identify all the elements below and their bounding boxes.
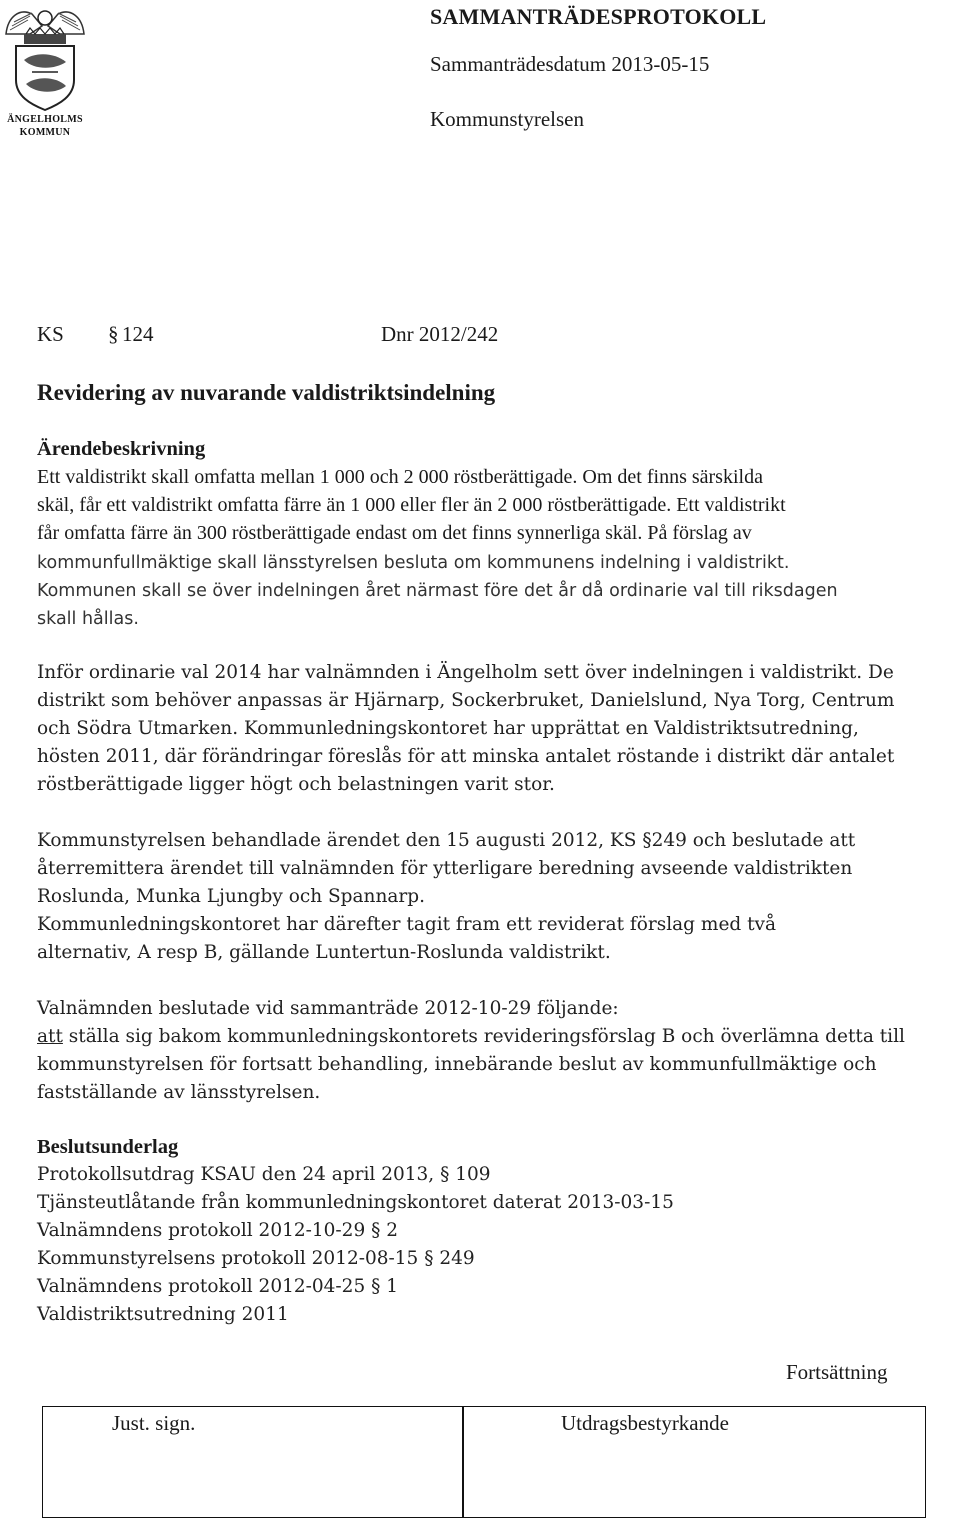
list-item-text: Kommunstyrelsens protokoll 2012-08-15 <box>37 1248 419 1269</box>
paragraph-line: återremittera ärendet till valnämnden för ytterligare beredning avseende valdistrikten <box>37 858 853 879</box>
list-item <box>37 1220 398 1241</box>
logo-name: ÄNGELHOLMS <box>7 114 83 125</box>
text-fragment: 249 och beslutade att <box>651 830 856 851</box>
paragraph-symbol: § <box>371 1276 381 1297</box>
paragraph-line: Inför ordinarie val 2014 har valnämnden i Ängelholm sett över indelningen i valdistrikt. De <box>37 662 894 683</box>
paragraph-line: kommunfullmäktige skall länsstyrelsen besluta om kommunens indelning i valdistrikt. <box>37 553 790 573</box>
paragraph-line: kommunstyrelsen för fortsatt behandling, innebärande beslut av kommunfullmäktige och <box>37 1054 877 1075</box>
angel-emblem-icon <box>2 4 88 112</box>
paragraph-line: skäl, får ett valdistrikt omfatta färre än 1 000 eller fler än 2 000 röstberättigade. Ett valdistrikt <box>37 494 786 516</box>
list-item <box>37 1248 475 1269</box>
list-item-text: Protokollsutdrag KSAU den 24 april 2013, <box>37 1164 435 1185</box>
paragraph-line <box>37 830 855 851</box>
protocol-title: SAMMANTRÄDESPROTOKOLL <box>430 4 767 29</box>
list-item-text: Tjänsteutlåtande från kommunledningskontoret daterat 2013-03-15 <box>37 1192 674 1213</box>
paragraph-symbol: § <box>440 1164 450 1185</box>
paragraph-line: fastställande av länsstyrelsen. <box>37 1082 321 1103</box>
list-item <box>37 1164 491 1185</box>
diary-number: Dnr 2012/242 <box>381 322 499 346</box>
meeting-date: Sammanträdesdatum 2013-05-15 <box>430 52 710 76</box>
signature-just-label: Just. sign. <box>112 1411 196 1435</box>
paragraph-number: 124 <box>122 322 154 346</box>
list-item <box>37 1304 289 1325</box>
paragraph-line: alternativ, A resp B, gällande Luntertun-Roslunda valdistrikt. <box>37 942 611 963</box>
paragraph-line: Kommunledningskontoret har därefter tagit fram ett reviderat förslag med två <box>37 914 777 935</box>
att-keyword: att <box>37 1026 63 1047</box>
list-item-number: 1 <box>386 1276 399 1297</box>
list-item-text: Valnämndens protokoll 2012-10-29 <box>37 1220 366 1241</box>
paragraph-symbol: § <box>371 1220 381 1241</box>
list-item-number: 109 <box>455 1164 491 1185</box>
signature-divider <box>462 1406 464 1518</box>
list-item-text: Valnämndens protokoll 2012-04-25 <box>37 1276 366 1297</box>
paragraph-symbol: § <box>642 830 652 851</box>
paragraph-line: distrikt som behöver anpassas är Hjärnarp, Sockerbruket, Danielslund, Nya Torg, Centrum <box>37 690 895 711</box>
section-heading: Beslutsunderlag <box>37 1136 179 1158</box>
paragraph-line: Ett valdistrikt skall omfatta mellan 1 000 och 2 000 röstberättigade. Om det finns särskilda <box>37 466 763 488</box>
continuation-label: Fortsättning <box>786 1360 888 1384</box>
list-item <box>37 1192 674 1213</box>
text-fragment: ställa sig bakom kommunledningskontorets revideringsförslag B och överlämna detta till <box>62 1026 905 1047</box>
paragraph-line: hösten 2011, där förändringar föreslås för att minska antalet röstande i distrikt där antalet <box>37 746 895 767</box>
paragraph-line: skall hållas. <box>37 609 139 629</box>
paragraph-line: Roslunda, Munka Ljungby och Spannarp. <box>37 886 425 907</box>
document-title: Revidering av nuvarande valdistriktsindelning <box>37 380 496 405</box>
paragraph-line: röstberättigade ligger högt och belastningen varit stor. <box>37 774 555 795</box>
paragraph-line: Valnämnden beslutade vid sammanträde 2012-10-29 följande: <box>37 998 619 1019</box>
paragraph-line: Kommunen skall se över indelningen året närmast före det år då ordinarie val till riksdagen <box>37 581 838 601</box>
paragraph-symbol: § <box>108 322 119 346</box>
list-item-number: 249 <box>439 1248 475 1269</box>
ks-prefix: KS <box>37 322 64 346</box>
paragraph-symbol: § <box>424 1248 434 1269</box>
list-item-number: 2 <box>386 1220 399 1241</box>
paragraph-line: och Södra Utmarken. Kommunledningskontoret har upprättat en Valdistriktsutredning, <box>37 718 859 739</box>
paragraph-line: får omfatta färre än 300 röstberättigade endast om det finns synnerliga skäl. På förslag av <box>37 522 752 544</box>
text-fragment: Kommunstyrelsen behandlade ärendet den 15 augusti 2012, KS <box>37 830 637 851</box>
signature-certify-label: Utdragsbestyrkande <box>561 1411 729 1435</box>
paragraph-line <box>37 1026 905 1047</box>
logo-sub: KOMMUN <box>19 127 71 138</box>
list-item <box>37 1276 398 1297</box>
section-heading: Ärendebeskrivning <box>37 438 206 460</box>
list-item-text: Valdistriktsutredning 2011 <box>37 1304 289 1325</box>
organ-name: Kommunstyrelsen <box>430 107 584 131</box>
coat-of-arms-logo <box>2 4 88 140</box>
